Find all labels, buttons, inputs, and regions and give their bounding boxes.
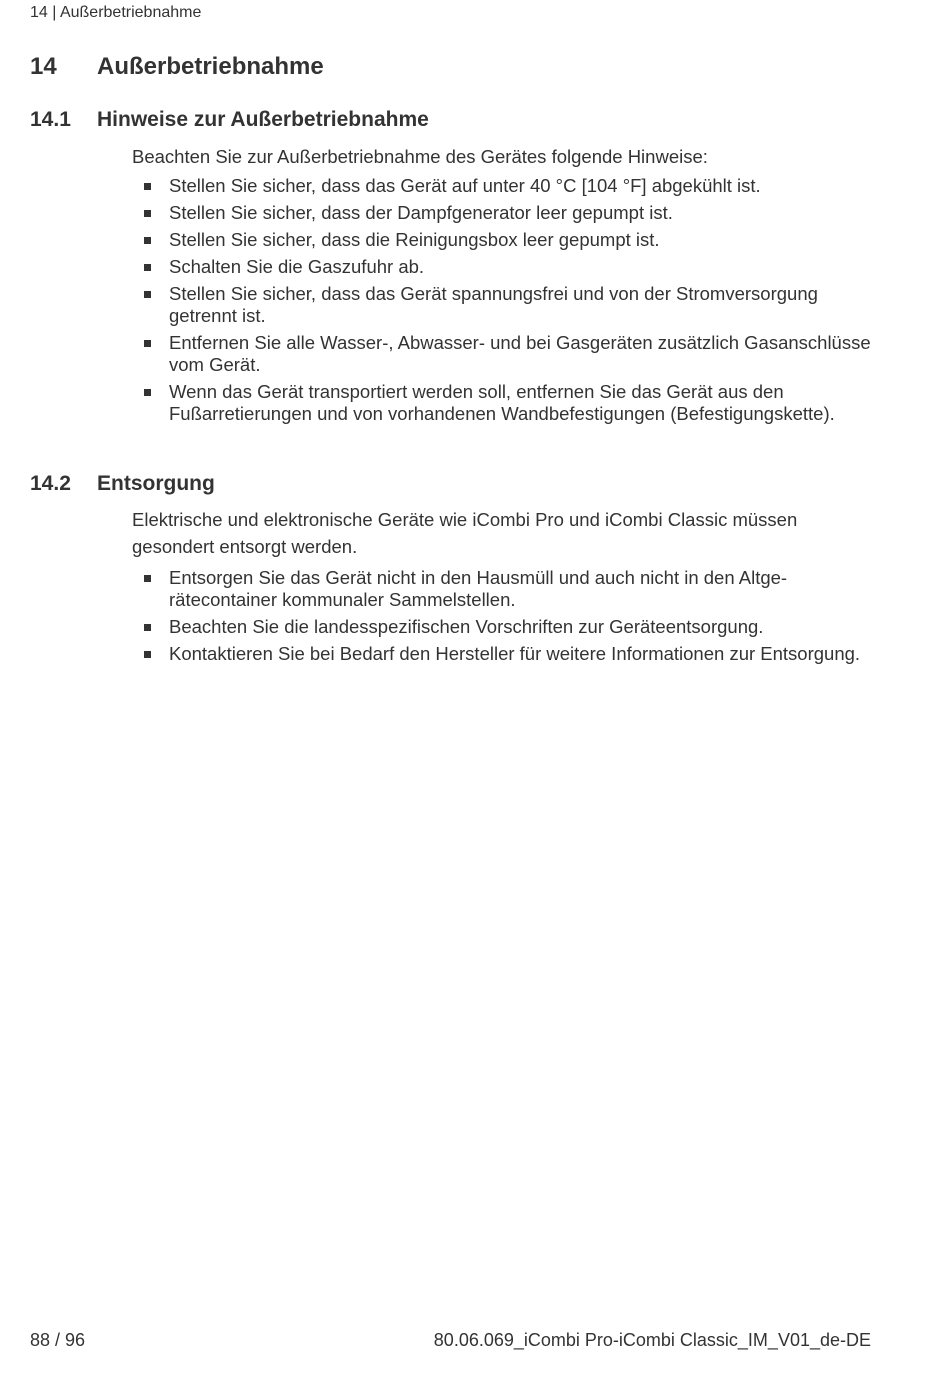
list-item — [143, 256, 883, 278]
bullet-square-icon — [144, 389, 151, 396]
list-item-text: Entsorgen Sie das Gerät nicht in den Hausmüll und auch nicht in den Altgerätecontainer kommunaler Sammelstellen. — [169, 567, 788, 610]
list-item-text: Stellen Sie sicher, dass das Gerät auf unter 40 °C [104 °F] abgekühlt ist. — [169, 175, 761, 196]
list-item-text: Schalten Sie die Gaszufuhr ab. — [169, 256, 425, 277]
list-item — [143, 332, 883, 376]
bullet-square-icon — [144, 183, 151, 190]
section-intro: Elektrische und elektronische Geräte wie iCombi Pro und iCombi Classic müssen gesondert entsorgt werden. — [132, 509, 798, 557]
list-item-text: Wenn das Gerät transportiert werden soll, entfernen Sie das Gerät aus den Fußarretierungen und von vorhandenen Wandbefestigungen (Befestigungskette). — [169, 381, 835, 424]
running-header: 14 | Außerbetriebnahme — [30, 4, 202, 21]
list-item-text: Stellen Sie sicher, dass die Reinigungsbox leer gepumpt ist. — [169, 229, 660, 250]
bullet-square-icon — [144, 340, 151, 347]
chapter-number: 14 — [30, 53, 57, 80]
list-item — [143, 202, 883, 224]
list-item — [143, 175, 883, 197]
chapter-title: Außerbetriebnahme — [97, 53, 324, 80]
bullet-square-icon — [144, 651, 151, 658]
section-intro: Beachten Sie zur Außerbetriebnahme des Gerätes folgende Hinweise: — [132, 146, 708, 167]
bullet-square-icon — [144, 210, 151, 217]
list-item — [143, 283, 883, 327]
section-title: Hinweise zur Außerbetriebnahme — [97, 108, 429, 131]
section-title: Entsorgung — [97, 472, 215, 495]
section-number: 14.2 — [30, 472, 71, 495]
page-number: 88 / 96 — [30, 1330, 86, 1350]
document-id: 80.06.069_iCombi Pro-iCombi Classic_IM_V01_de-DE — [433, 1330, 871, 1350]
chapter-heading — [30, 53, 324, 81]
list-item — [143, 616, 883, 638]
bullet-square-icon — [144, 575, 151, 582]
bullet-square-icon — [144, 291, 151, 298]
section-heading-14-2 — [30, 472, 215, 496]
bullet-square-icon — [144, 237, 151, 244]
bullet-square-icon — [144, 264, 151, 271]
list-item-text: Entfernen Sie alle Wasser-, Abwasser- und bei Gasgeräten zusätzlich Gasanschlüsse vom Gerät. — [169, 332, 871, 375]
list-item-text: Stellen Sie sicher, dass das Gerät spannungsfrei und von der Stromversorgung getrennt ist. — [169, 283, 818, 326]
list-item-text: Kontaktieren Sie bei Bedarf den Hersteller für weitere Informationen zur Entsorgung. — [169, 643, 861, 664]
bullet-square-icon — [144, 624, 151, 631]
list-item — [143, 229, 883, 251]
list-item — [143, 381, 883, 425]
section-number: 14.1 — [30, 108, 71, 131]
list-item-text: Beachten Sie die landesspezifischen Vorschriften zur Geräteentsorgung. — [169, 616, 764, 637]
list-item — [143, 643, 883, 665]
bullet-list-14-2 — [143, 567, 883, 670]
section-heading-14-1 — [30, 108, 429, 132]
list-item — [143, 567, 883, 611]
bullet-list-14-1 — [143, 175, 883, 430]
list-item-text: Stellen Sie sicher, dass der Dampfgenerator leer gepumpt ist. — [169, 202, 673, 223]
